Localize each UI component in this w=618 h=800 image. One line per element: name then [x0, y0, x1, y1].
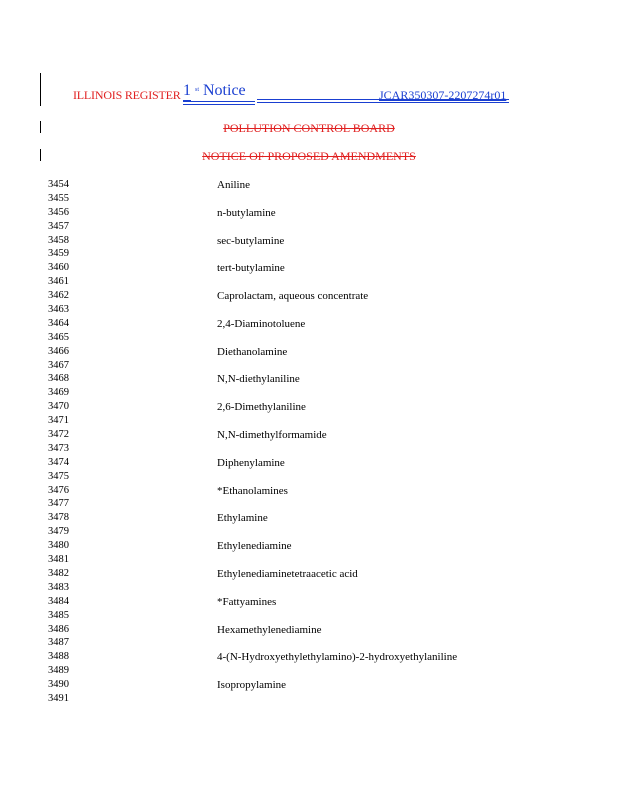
line-number: 3489	[48, 665, 69, 677]
line-number: 3454	[48, 179, 69, 190]
line-text: Hexamethylenediamine	[217, 623, 322, 636]
line-number: 3491	[48, 692, 69, 704]
line-row	[48, 595, 588, 609]
line-number: 3469	[48, 387, 69, 399]
line-number: 3471	[48, 415, 69, 427]
line-text: Aniline	[217, 179, 250, 191]
line-row	[48, 386, 588, 400]
line-row	[48, 539, 588, 553]
line-number: 3490	[48, 679, 69, 691]
line-text: Diethanolamine	[217, 345, 288, 358]
line-number: 3456	[48, 206, 69, 218]
line-text: 4-(N-Hydroxyethylethylamino)-2-hydroxyethylaniline	[217, 651, 458, 664]
line-row	[48, 484, 588, 498]
line-row	[48, 636, 588, 650]
line-number: 3462	[48, 290, 69, 302]
line-number: 3461	[48, 276, 69, 288]
line-number: 3460	[48, 262, 69, 274]
line-row	[48, 234, 588, 248]
line-row	[48, 567, 588, 581]
line-row	[48, 400, 588, 414]
line-row	[48, 414, 588, 428]
line-text: 2,6-Dimethylaniline	[217, 401, 306, 414]
line-text: Ethylenediamine	[217, 540, 292, 553]
line-number: 3479	[48, 526, 69, 538]
line-number: 3473	[48, 442, 69, 454]
line-number: 3478	[48, 512, 69, 524]
line-number: 3467	[48, 359, 69, 371]
line-text: 2,4-Diaminotoluene	[217, 317, 306, 330]
line-number: 3485	[48, 609, 69, 621]
line-text: Diphenylamine	[217, 456, 285, 469]
line-text: *Ethanolamines	[217, 484, 288, 497]
line-row	[48, 345, 588, 359]
double-underline	[183, 101, 255, 102]
line-number: 3483	[48, 581, 69, 593]
issue-number-suffix: st	[195, 87, 200, 93]
line-row	[48, 359, 588, 373]
line-row	[48, 456, 588, 470]
line-row	[48, 497, 588, 511]
line-text: Ethylamine	[217, 512, 268, 525]
issue-number: 1	[183, 82, 191, 99]
notice-field	[183, 82, 255, 108]
line-text: sec-butylamine	[217, 234, 285, 247]
line-row	[48, 609, 588, 623]
line-row	[48, 261, 588, 275]
line-number: 3463	[48, 304, 69, 316]
document-header	[73, 82, 513, 112]
line-number: 3455	[48, 192, 69, 204]
line-row	[48, 428, 588, 442]
line-number: 3458	[48, 234, 69, 246]
line-number: 3486	[48, 623, 69, 635]
line-row	[48, 678, 588, 692]
line-row	[48, 650, 588, 664]
line-number: 3464	[48, 317, 69, 329]
line-number: 3466	[48, 345, 69, 357]
line-text: N,N-diethylaniline	[217, 373, 300, 386]
line-row	[48, 275, 588, 289]
line-number: 3487	[48, 637, 69, 649]
line-text: Ethylenediaminetetraacetic acid	[217, 567, 358, 580]
line-row	[48, 372, 588, 386]
jcar-code: JCAR350307-2207274r01	[379, 88, 507, 102]
notice-type-heading: NOTICE OF PROPOSED AMENDMENTS	[202, 149, 416, 163]
agency-heading: POLLUTION CONTROL BOARD	[223, 121, 395, 135]
line-row	[48, 206, 588, 220]
line-number: 3476	[48, 484, 69, 496]
line-row	[48, 553, 588, 567]
line-text: Isopropylamine	[217, 679, 287, 692]
line-row	[48, 178, 588, 192]
line-row	[48, 247, 588, 261]
line-row	[48, 581, 588, 595]
register-title: ILLINOIS REGISTER	[73, 88, 181, 102]
line-number: 3477	[48, 498, 69, 510]
line-number: 3474	[48, 456, 69, 468]
line-number: 3459	[48, 248, 69, 260]
line-number: 3482	[48, 567, 69, 579]
line-text: N,N-dimethylformamide	[217, 429, 327, 442]
line-row	[48, 692, 588, 706]
line-text: n-butylamine	[217, 206, 276, 219]
line-number: 3475	[48, 470, 69, 482]
line-row	[48, 442, 588, 456]
line-row	[48, 623, 588, 637]
line-number: 3488	[48, 651, 69, 663]
line-row	[48, 220, 588, 234]
line-number: 3465	[48, 331, 69, 343]
line-text: Caprolactam, aqueous concentrate	[217, 290, 369, 303]
line-row	[48, 470, 588, 484]
line-number: 3481	[48, 554, 69, 566]
line-number: 3468	[48, 373, 69, 385]
notice-label: Notice	[203, 82, 246, 99]
line-number: 3484	[48, 595, 69, 607]
numbered-lines	[48, 178, 588, 706]
line-row	[48, 525, 588, 539]
line-number: 3457	[48, 220, 69, 232]
change-bar	[40, 73, 41, 106]
line-row	[48, 303, 588, 317]
line-row	[48, 289, 588, 303]
double-underline	[183, 104, 255, 105]
line-row	[48, 511, 588, 525]
line-row	[48, 331, 588, 345]
line-number: 3472	[48, 429, 69, 441]
line-number: 3480	[48, 540, 69, 552]
line-row	[48, 192, 588, 206]
line-text: tert-butylamine	[217, 262, 285, 275]
line-number: 3470	[48, 401, 69, 413]
line-row	[48, 317, 588, 331]
line-text: *Fattyamines	[217, 595, 277, 608]
line-row	[48, 664, 588, 678]
